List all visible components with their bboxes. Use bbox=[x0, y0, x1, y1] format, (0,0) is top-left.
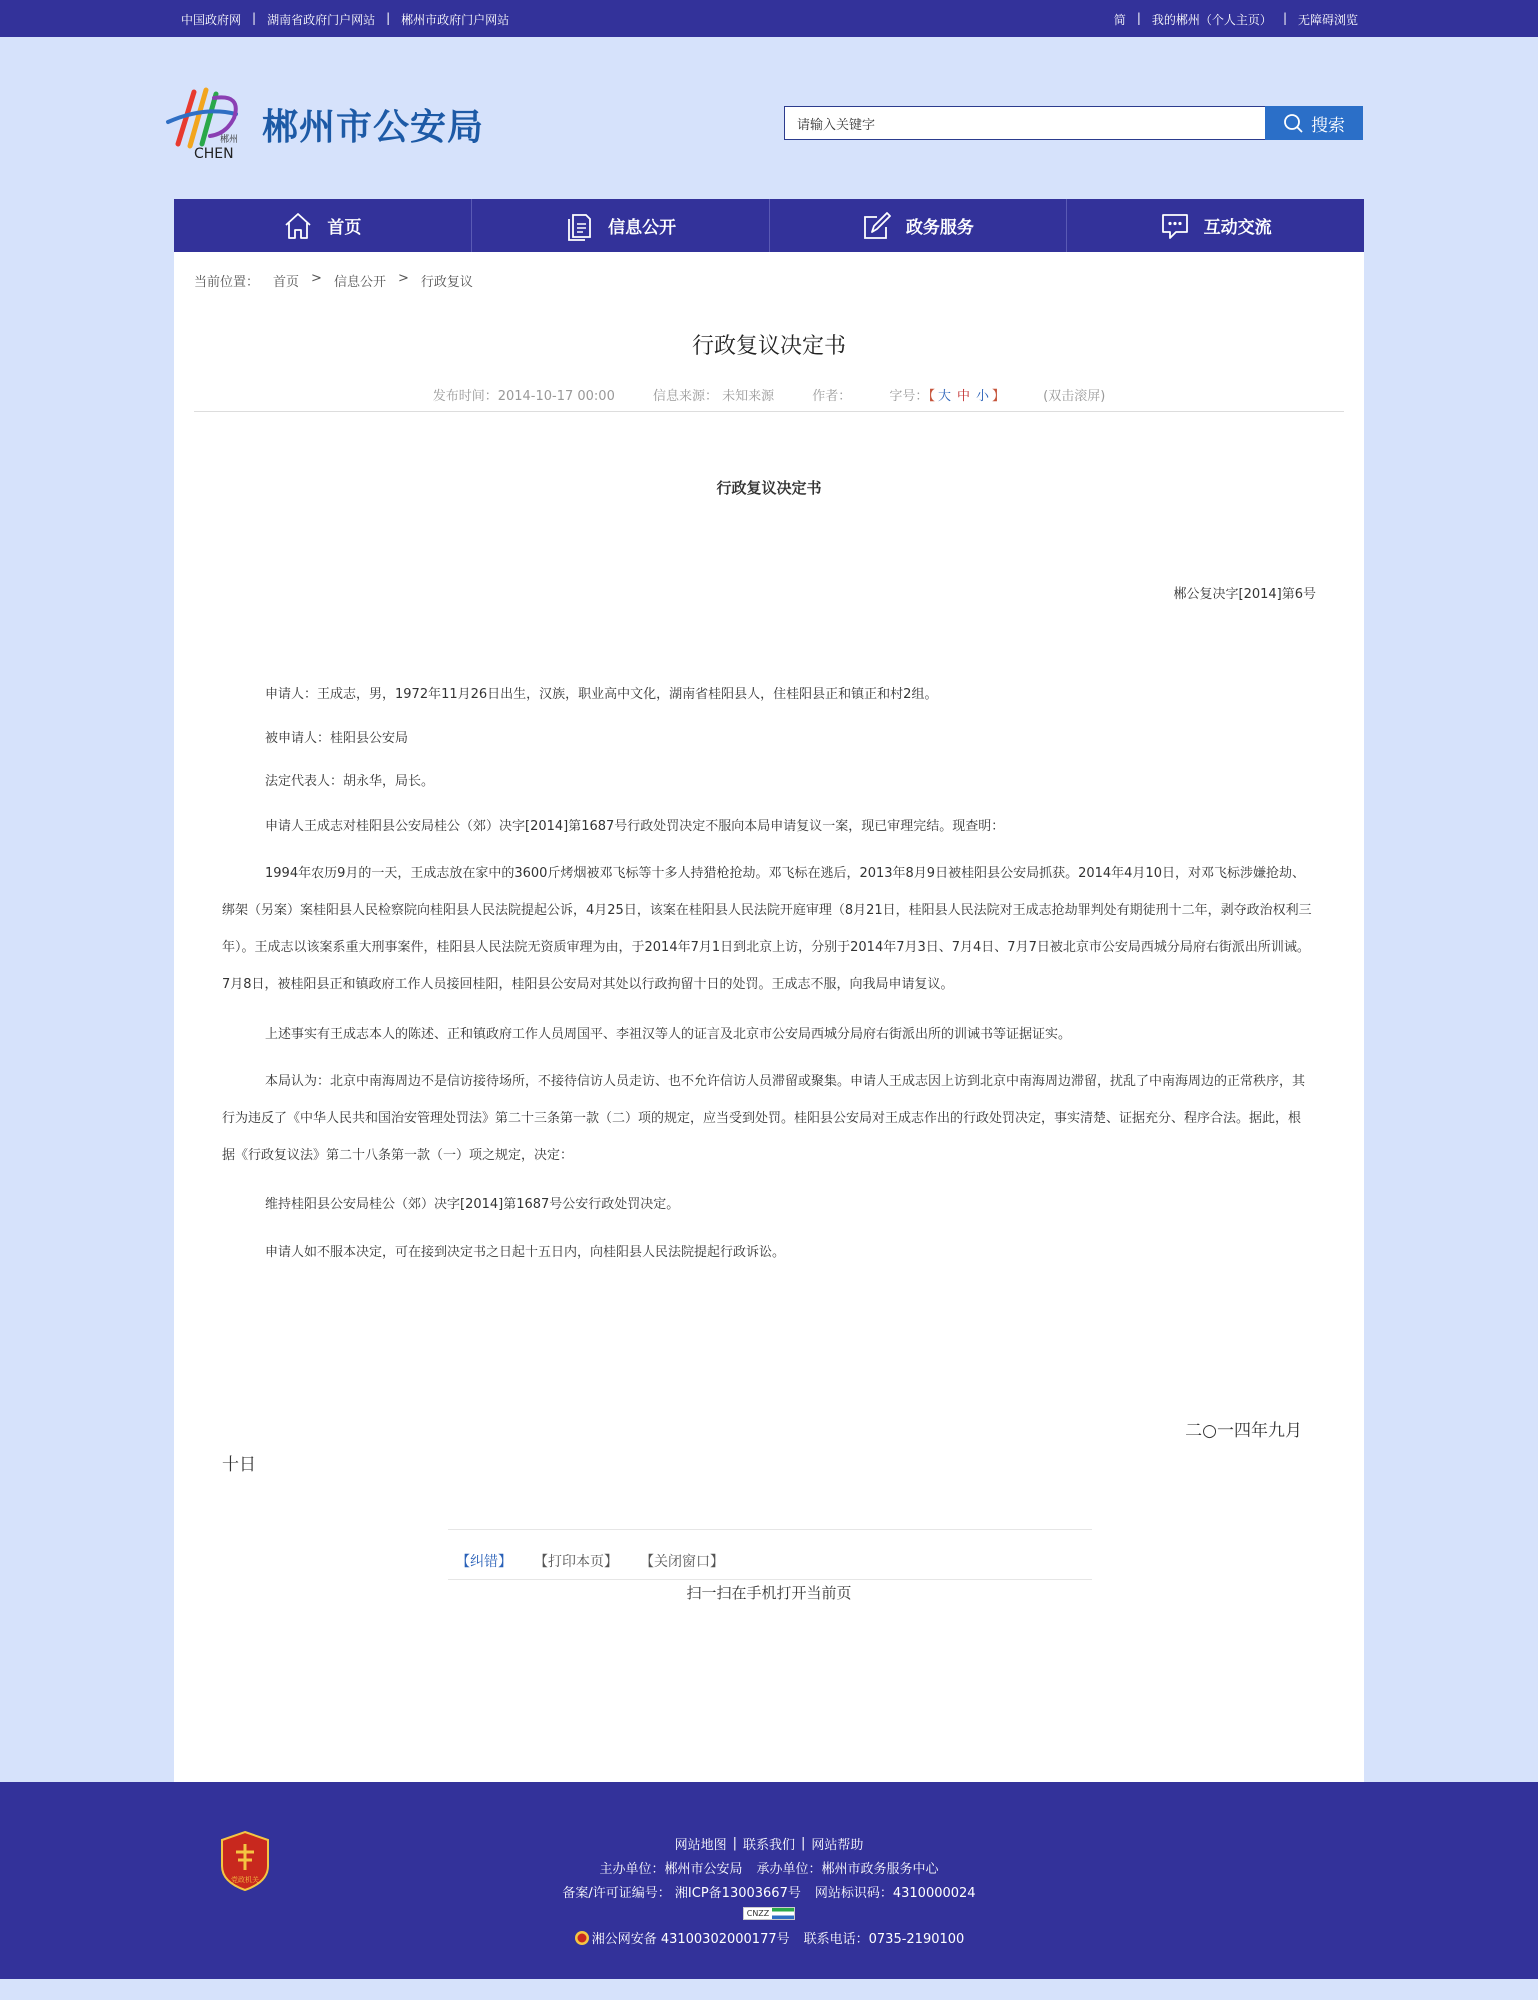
cnzz-badge[interactable] bbox=[743, 1907, 796, 1920]
actions-divider-bottom bbox=[448, 1579, 1092, 1580]
breadcrumb-info[interactable]: 信息公开 bbox=[333, 275, 386, 290]
site-logo[interactable] bbox=[164, 84, 250, 162]
nav-label: 政务服务 bbox=[905, 218, 974, 238]
search-button[interactable] bbox=[1265, 106, 1363, 140]
police-emblem-icon bbox=[574, 1930, 590, 1946]
footer-site-code: 网站标识码：4310000024 bbox=[814, 1886, 976, 1901]
bracket-close: 】 bbox=[992, 389, 1006, 404]
cnzz-stripe bbox=[772, 1908, 794, 1919]
nav-item-services[interactable] bbox=[770, 199, 1068, 252]
paragraph-evidence: 上述事实有王成志本人的陈述、正和镇政府工作人员周国平、李祖汉等人的证言及北京市公安局西城分局府右街派出所的训诫书等证据证实。 bbox=[265, 1027, 1072, 1042]
breadcrumb-separator: > bbox=[397, 271, 409, 286]
footer-registration bbox=[0, 1882, 1538, 1901]
nav-item-interaction[interactable] bbox=[1067, 199, 1364, 252]
nav-label: 互动交流 bbox=[1203, 218, 1272, 238]
search-input[interactable] bbox=[784, 106, 1268, 140]
info-source: 信息来源： 未知来源 bbox=[652, 389, 775, 404]
top-link-gov[interactable]: 中国政府网 bbox=[181, 13, 242, 27]
top-link-simplified[interactable]: 简 bbox=[1113, 13, 1126, 27]
top-link-chenzhou[interactable]: 郴州市政府门户网站 bbox=[401, 13, 510, 27]
nav-item-home[interactable] bbox=[174, 199, 472, 252]
top-separator: | bbox=[386, 11, 391, 25]
main-nav bbox=[174, 199, 1364, 252]
footer-link-sitemap[interactable]: 网站地图 bbox=[674, 1838, 727, 1853]
paragraph-opinion: 本局认为：北京中南海周边不是信访接待场所，不接待信访人员走访、也不允许信访人员滞留或聚集。申请人王成志因上访到北京中南海周边滞留，扰乱了中南海周边的正常秩序，其行为违反了《中华人民共和国治安管理处罚法》第二十三条第一款（二）项的规定，应当受到处罚。桂阳县公安局对王成志作出的行政处罚决定，事实清楚、证据充分、程序合法。据此，根据《行政复议法》第二十八条第一款（一）项之规定，决定： bbox=[222, 1074, 1306, 1163]
top-links-right bbox=[1114, 11, 1358, 28]
paragraph-case: 申请人王成志对桂阳县公安局桂公（郊）决字[2014]第1687号行政处罚决定不服向本局申请复议一案，现已审理完结。现查明： bbox=[265, 819, 1005, 834]
document-icon bbox=[564, 211, 594, 241]
top-bar bbox=[0, 0, 1538, 37]
footer-host: 主办单位：郴州市公安局 bbox=[599, 1862, 743, 1877]
document-number: 郴公复决字[2014]第6号 bbox=[1173, 587, 1316, 602]
top-link-my-chenzhou[interactable]: 我的郴州（个人主页） bbox=[1151, 13, 1272, 27]
paragraph-facts: 1994年农历9月的一天，王成志放在家中的3600斤烤烟被邓飞标等十多人持猎枪抢劫。邓飞标在逃后，2013年8月9日被桂阳县公安局抓获。2014年4月10日，对邓飞标涉嫌抢劫、绑架（另案）案桂阳县人民检察院向桂阳县人民法院提起公诉，4月25日，该案在桂阳县人民法院开庭审理（8月21日，桂阳县人民法院对王成志抢劫罪判处有期徒刑十二年，剥夺政治权利三年）。王成志以该案系重大刑事案件，桂阳县人民法院无资质审理为由，于2014年7月1日到北京上访，分别于2014年7月3日、7月4日、7月7日被北京市公安局西城分局府右街派出所训诫。7月8日，被桂阳县正和镇政府工作人员接回桂阳，桂阳县公安局对其处以行政拘留十日的处罚。王成志不服，向我局申请复议。 bbox=[222, 866, 1312, 992]
article-title: 行政复议决定书 bbox=[691, 334, 846, 359]
footer-link-contact[interactable]: 联系我们 bbox=[742, 1838, 795, 1853]
font-size-brackets bbox=[928, 389, 1005, 404]
date-line-1: 二○一四年九月 bbox=[1185, 1421, 1302, 1441]
badge-text: 党政机关 bbox=[231, 1876, 259, 1884]
qr-caption: 扫一扫在手机打开当前页 bbox=[686, 1584, 852, 1602]
nav-label: 首页 bbox=[327, 218, 362, 238]
footer-link-separator: | bbox=[801, 1836, 806, 1851]
actions-divider-top bbox=[448, 1529, 1092, 1530]
breadcrumb bbox=[194, 271, 473, 290]
article-actions bbox=[456, 1551, 724, 1571]
top-separator: | bbox=[1136, 11, 1141, 25]
dblclick-hint: (双击滚屏) bbox=[1043, 389, 1106, 404]
site-title[interactable]: 郴州市公安局 bbox=[262, 107, 485, 148]
footer-link-help[interactable]: 网站帮助 bbox=[811, 1838, 864, 1853]
font-size-label: 字号： bbox=[889, 389, 929, 404]
top-link-hunan[interactable]: 湖南省政府门户网站 bbox=[267, 13, 376, 27]
paragraph-appeal: 申请人如不服本决定，可在接到决定书之日起十五日内，向桂阳县人民法院提起行政诉讼。 bbox=[265, 1245, 786, 1260]
footer bbox=[0, 1782, 1538, 1979]
search-button-label: 搜索 bbox=[1311, 115, 1345, 136]
footer-link-separator: | bbox=[732, 1836, 737, 1851]
breadcrumb-current[interactable]: 行政复议 bbox=[420, 275, 473, 290]
divider bbox=[194, 411, 1344, 412]
font-size-large[interactable]: 大 bbox=[937, 389, 951, 404]
chat-icon bbox=[1160, 211, 1190, 241]
footer-police bbox=[0, 1928, 1538, 1947]
font-size-medium[interactable]: 中 bbox=[956, 389, 970, 404]
edit-icon bbox=[862, 211, 892, 241]
report-error-button[interactable]: 【纠错】 bbox=[456, 1554, 512, 1570]
nav-label: 信息公开 bbox=[608, 218, 677, 238]
content-panel bbox=[174, 252, 1364, 1782]
home-icon bbox=[283, 211, 313, 241]
close-window-button[interactable]: 【关闭窗口】 bbox=[640, 1554, 724, 1570]
footer-links bbox=[0, 1834, 1538, 1853]
date-line-2: 十日 bbox=[222, 1455, 256, 1475]
font-size-small[interactable]: 小 bbox=[975, 389, 989, 404]
cnzz-label: CNZZ bbox=[746, 1909, 770, 1918]
paragraph-applicant: 申请人：王成志，男，1972年11月26日出生，汉族，职业高中文化，湖南省桂阳县人，住桂阳县正和镇正和村2组。 bbox=[265, 687, 938, 702]
paragraph-representative: 法定代表人：胡永华，局长。 bbox=[265, 774, 435, 789]
article-meta bbox=[174, 385, 1364, 404]
breadcrumb-separator: > bbox=[311, 271, 322, 286]
breadcrumb-label: 当前位置： bbox=[194, 275, 260, 290]
bottom-strip bbox=[0, 1979, 1538, 2000]
font-size-control bbox=[889, 389, 1005, 404]
logo-text: 郴州 bbox=[220, 135, 239, 145]
bracket-open: 【 bbox=[928, 389, 935, 404]
search-icon bbox=[1283, 113, 1303, 133]
footer-cnzz bbox=[0, 1907, 1538, 1920]
footer-police-record-wrap[interactable] bbox=[574, 1928, 790, 1947]
logo-sub: CHEN bbox=[194, 146, 234, 162]
top-links-left bbox=[181, 11, 509, 28]
publish-time: 发布时间：2014-10-17 00:00 bbox=[432, 389, 615, 404]
breadcrumb-home[interactable]: 首页 bbox=[273, 275, 300, 290]
document-heading: 行政复议决定书 bbox=[716, 479, 822, 497]
top-link-accessibility[interactable]: 无障碍浏览 bbox=[1297, 13, 1358, 27]
footer-icp[interactable]: 备案/许可证编号： 湘ICP备13003667号 bbox=[562, 1886, 801, 1901]
author: 作者： bbox=[812, 389, 852, 404]
footer-police-record: 湘公网安备 43100302000177号 bbox=[591, 1932, 790, 1947]
top-separator: | bbox=[252, 11, 257, 25]
footer-phone: 联系电话：0735-2190100 bbox=[803, 1932, 965, 1947]
paragraph-decision: 维持桂阳县公安局桂公（郊）决字[2014]第1687号公安行政处罚决定。 bbox=[265, 1197, 680, 1212]
footer-undertaker: 承办单位：郴州市政务服务中心 bbox=[756, 1862, 939, 1877]
footer-organizers bbox=[0, 1858, 1538, 1877]
paragraph-respondent: 被申请人：桂阳县公安局 bbox=[265, 731, 409, 746]
print-button[interactable]: 【打印本页】 bbox=[534, 1554, 618, 1570]
top-separator: | bbox=[1282, 11, 1287, 25]
nav-item-info[interactable] bbox=[472, 199, 770, 252]
